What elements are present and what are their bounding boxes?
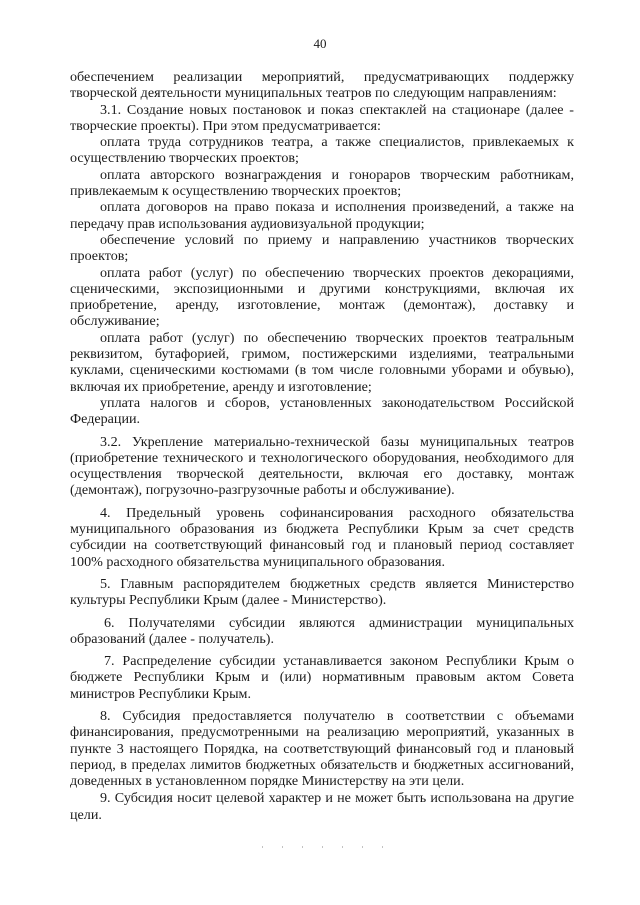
- paragraph-intro-continuation: обеспечением реализации мероприятий, предусматривающих поддержку творческой деятельности муниципальных театров по следующим направлениям:: [70, 69, 574, 102]
- paragraph-props-costumes: оплата работ (услуг) по обеспечению творческих проектов театральным реквизитом, бутафорией, гримом, постижерскими изделиями, театральными куклами, сценическими костюмами (в том числе головными уборами и обувью), включая их приобретение, аренду и изготовление;: [70, 329, 574, 395]
- paragraph-5: 5. Главным распорядителем бюджетных средств является Министерство культуры Республики Крым (далее - Министерство).: [70, 575, 574, 609]
- paragraph-9: 9. Субсидия носит целевой характер и не может быть использована на другие цели.: [70, 790, 574, 823]
- scan-artifact-marks: [262, 846, 402, 848]
- paragraph-author-fees: оплата авторского вознаграждения и гонораров творческим работникам, привлекаемым к осуществлению творческих проектов;: [70, 166, 574, 200]
- paragraph-staff-pay: оплата труда сотрудников театра, а также специалистов, привлекаемых к осуществлению творческих проектов;: [70, 134, 574, 167]
- paragraph-7: 7. Распределение субсидии устанавливается законом Республики Крым о бюджете Республики Крым и (или) нормативным правовым актом Совета министров Республики Крым.: [70, 653, 574, 702]
- paragraph-performance-rights: оплата договоров на право показа и исполнения произведений, а также на передачу прав использования аудиовизуальной продукции;: [70, 199, 574, 232]
- paragraph-3-1: 3.1. Создание новых постановок и показ спектаклей на стационаре (далее - творческие проекты). При этом предусматривается:: [70, 101, 574, 134]
- paragraph-participants: обеспечение условий по приему и направлению участников творческих проектов;: [70, 231, 574, 265]
- page-number: 40: [313, 36, 327, 51]
- document-body: [70, 69, 574, 823]
- paragraph-3-2: 3.2. Укрепление материально-технической базы муниципальных театров (приобретение технического и технологического оборудования, необходимого для осуществления творческой деятельности, включая его доставку, монтаж (демонтаж), погрузочно-разгрузочные работы и обслуживание).: [70, 433, 574, 499]
- paragraph-6: 6. Получателями субсидии являются администрации муниципальных образований (далее - получатель).: [70, 614, 574, 647]
- paragraph-taxes: уплата налогов и сборов, установленных законодательством Российской Федерации.: [70, 394, 574, 428]
- paragraph-4: 4. Предельный уровень софинансирования расходного обязательства муниципального образования из бюджета Республики Крым за счет средств субсидии на соответствующий финансовый год и плановый период составляет 100% расходного обязательства муниципального образования.: [70, 504, 574, 570]
- paragraph-8: 8. Субсидия предоставляется получателю в соответствии с объемами финансирования, предусмотренными на реализацию мероприятий, указанных в пункте 3 настоящего Порядка, на соответствующий финансовый год и плановый период, в пределах лимитов бюджетных обязательств и бюджетных ассигнований, доведенных в установленном порядке Министерству на эти цели.: [70, 707, 574, 790]
- paragraph-scenery: оплата работ (услуг) по обеспечению творческих проектов декорациями, сценическими, экспозиционными и другими конструкциями, включая их приобретение, аренду, изготовление, монтаж (демонтаж), доставку и обслуживание;: [70, 264, 574, 330]
